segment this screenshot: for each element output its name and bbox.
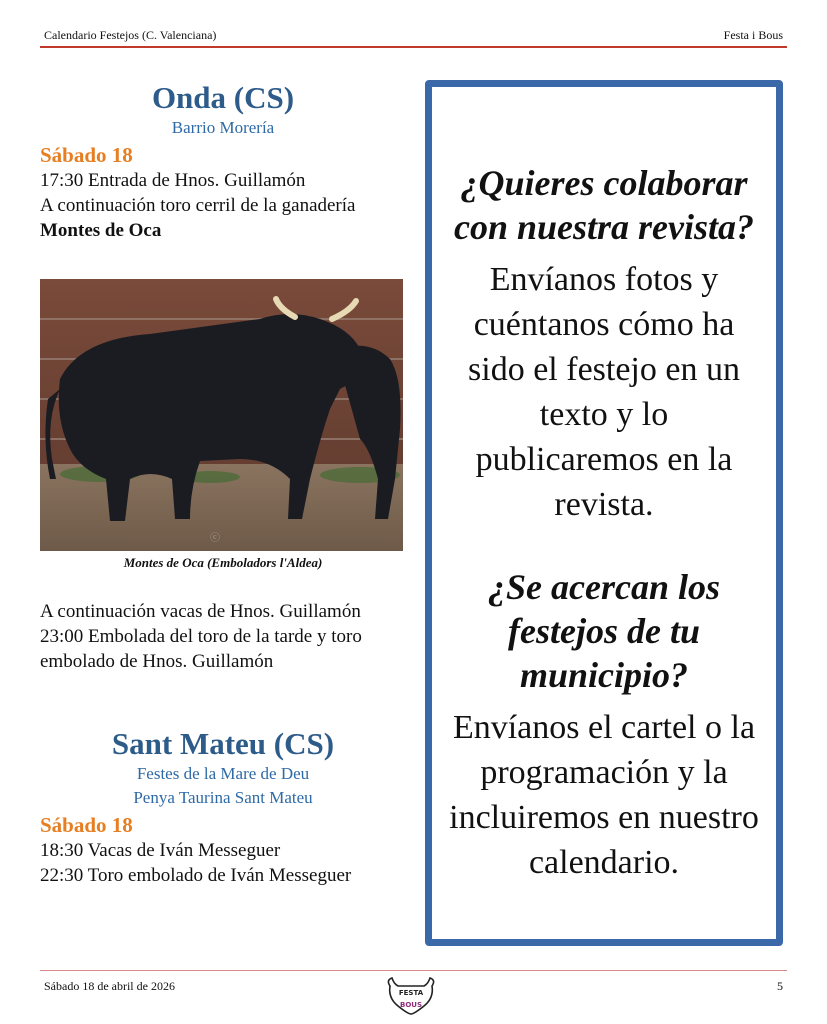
svg-text:BOUS: BOUS (399, 1001, 423, 1009)
page-number: 5 (777, 979, 783, 993)
promo-question: ¿Se acercan los festejos de tu municipio? (488, 567, 720, 695)
event-line-text: A continuación toro cerril de la ganadería (40, 195, 356, 216)
event-sant-mateu (40, 726, 406, 888)
footer-rule (40, 970, 787, 971)
town-subtitle: Festes de la Mare de Deu (136, 764, 310, 783)
event-line (40, 193, 406, 243)
header-section-title: Calendario Festejos (C. Valenciana) (44, 28, 217, 42)
svg-text:ⓒ: ⓒ (210, 533, 220, 544)
events-column (40, 80, 406, 888)
promo-question: ¿Quieres colaborar con nuestra revista? (453, 163, 755, 247)
bull-photo-image (40, 279, 403, 551)
town-subtitle: Barrio Morería (171, 118, 275, 137)
event-line: 17:30 Entrada de Hnos. Guillamón (40, 170, 306, 191)
header-publication-name: Festa i Bous (723, 28, 783, 42)
footer-date: Sábado 18 de abril de 2026 (44, 979, 175, 993)
promo-answer: Envíanos fotos y cuéntanos cómo ha sido el festejo en un texto y lo publicaremos en la revista. (468, 261, 740, 523)
ganaderia-name: Montes de Oca (40, 220, 162, 241)
event-day: Sábado 18 (40, 813, 133, 837)
promo-box (425, 80, 783, 946)
festa-bous-logo (384, 976, 438, 1016)
event-day: Sábado 18 (40, 143, 133, 167)
event-line: 23:00 Embolada del toro de la tarde y toro embolado de Hnos. Guillamón (40, 626, 362, 672)
header-rule (40, 46, 787, 48)
page-header (40, 28, 787, 48)
town-title: Sant Mateu (CS) (111, 726, 335, 761)
town-title: Onda (CS) (151, 80, 295, 115)
bull-photo (40, 279, 403, 551)
photo-caption: Montes de Oca (Emboladors l'Aldea) (123, 555, 323, 570)
svg-text:FESTA: FESTA (398, 989, 424, 997)
event-line: 18:30 Vacas de Iván Messeguer (40, 840, 281, 861)
event-line: 22:30 Toro embolado de Iván Messeguer (40, 865, 352, 886)
event-onda (40, 80, 406, 674)
promo-answer: Envíanos el cartel o la programación y la incluiremos en nuestro calendario. (449, 709, 759, 881)
town-subtitle: Penya Taurina Sant Mateu (133, 788, 313, 807)
event-line: A continuación vacas de Hnos. Guillamón (40, 601, 361, 622)
